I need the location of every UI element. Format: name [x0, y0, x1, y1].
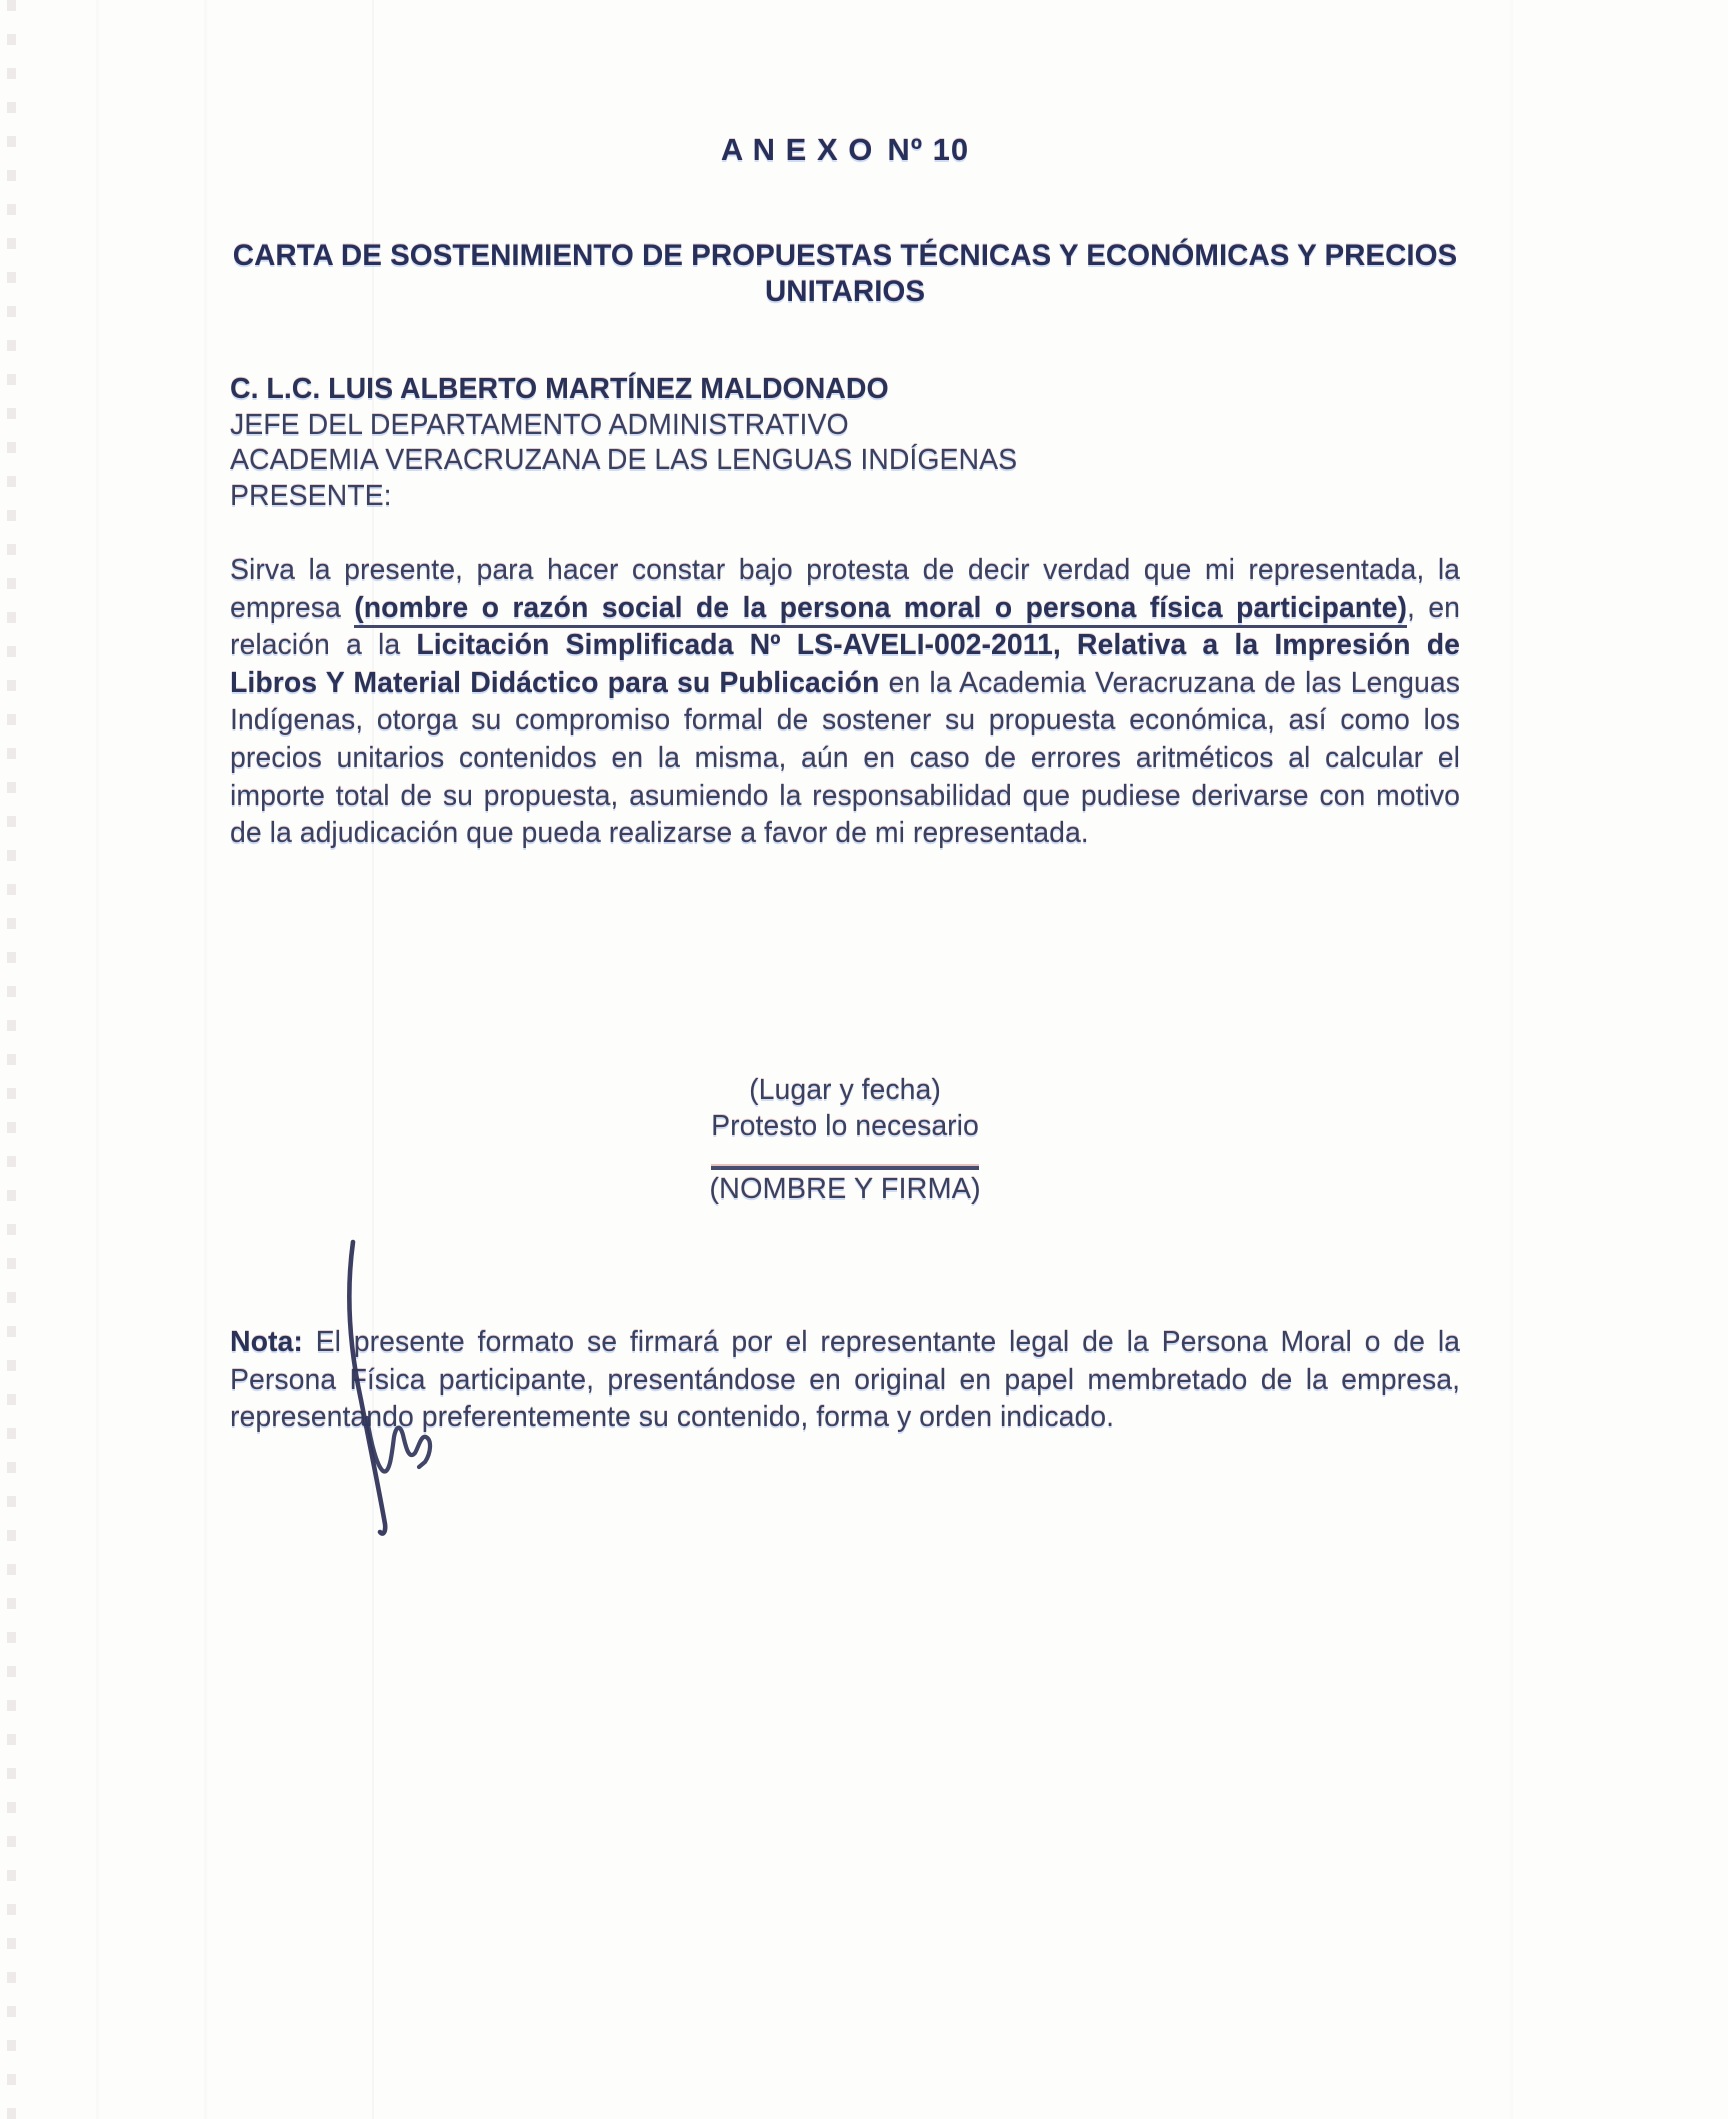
scan-streak [372, 0, 374, 2119]
recipient-name: C. L.C. LUIS ALBERTO MARTÍNEZ MALDONADO [230, 373, 889, 405]
place-date-placeholder: (Lugar y fecha) [749, 1074, 941, 1106]
document-title-line-1: CARTA DE SOSTENIMIENTO DE PROPUESTAS TÉCNICAS Y ECONÓMICAS Y PRECIOS [232, 239, 1458, 272]
document-title [230, 238, 1460, 310]
scan-streak [96, 0, 99, 2119]
recipient-position: JEFE DEL DEPARTAMENTO ADMINISTRATIVO [230, 408, 849, 441]
tender-reference: Licitación Simplificada Nº LS-AVELI-002-2011, Relativa a la Impresión de Libros Y Material Didáctico para su Publicación [230, 629, 1460, 699]
body-paragraph [230, 552, 1460, 853]
note-text: El presente formato se firmará por el representante legal de la Persona Moral o de la Persona Física participante, presentándose en original en papel membretado de la empresa, representando preferentemente su contenido, forma y orden indicado. [230, 1326, 1460, 1434]
scan-streak [1510, 0, 1513, 2119]
anexo-heading [230, 132, 1460, 168]
anexo-number: Nº 10 [887, 132, 970, 167]
recipient-block [230, 372, 1460, 514]
ink-signature [295, 1222, 465, 1552]
body-connector: , en relación a la [230, 591, 1460, 662]
note-label: Nota: [230, 1326, 303, 1358]
scan-edge-artifact [7, 0, 16, 2119]
recipient-institution: ACADEMIA VERACRUZANA DE LAS LENGUAS INDÍGENAS [230, 444, 1018, 476]
body-intro: Sirva la presente, para hacer constar bajo protesta de decir verdad que mi representada, la empresa [230, 554, 1460, 624]
place-date-block [230, 1072, 1460, 1144]
document-title-line-2: UNITARIOS [764, 275, 926, 308]
protest-line: Protesto lo necesario [711, 1110, 979, 1142]
body-closing: en la Academia Veracruzana de las Lenguas Indígenas, otorga su compromiso formal de sostener su propuesta económica, así como los precios unitarios contenidos en la misma, aún en caso de errores aritméticos al calcular el importe total de su propuesta, asumiendo la responsabilidad que pudiese derivarse con motivo de la adjudicación que pueda realizarse a favor de mi representada. [230, 666, 1460, 850]
anexo-word: A N E X O [720, 132, 874, 167]
name-signature-label: (NOMBRE Y FIRMA) [709, 1173, 981, 1205]
signature-area [230, 1166, 1460, 1206]
recipient-salutation: PRESENTE: [230, 479, 392, 512]
signature-line [711, 1166, 979, 1170]
scan-streak [204, 0, 207, 2119]
company-name-placeholder: (nombre o razón social de la persona moral o persona física participante) [354, 592, 1407, 628]
